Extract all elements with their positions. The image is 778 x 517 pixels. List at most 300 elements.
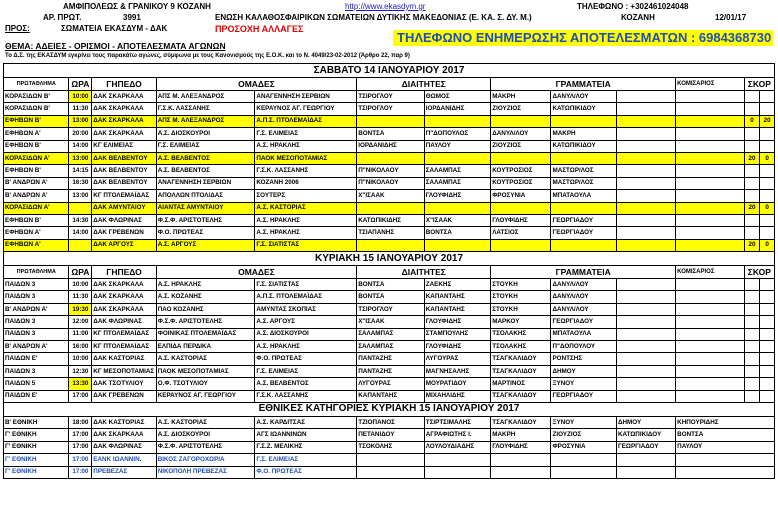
referee-2-cell bbox=[424, 202, 490, 214]
referee-1-cell: ΤΣΙΡΟΓΛΟΥ bbox=[357, 91, 425, 103]
court-cell: ΚΓ ΠΤΟΛΕΜΑΪΔΑΣ bbox=[92, 190, 156, 202]
official-2-cell: ΓΕΩΡΓΙΑΔΟΥ bbox=[551, 316, 616, 328]
match-row bbox=[4, 115, 775, 127]
commissioner-cell bbox=[676, 227, 745, 239]
official-3-cell bbox=[616, 152, 675, 164]
away-team-cell: ΚΕΡΑΥΝΟΣ ΑΓ. ΓΕΩΡΓΙΟΥ bbox=[255, 103, 357, 115]
document-date: 12/01/17 bbox=[715, 13, 747, 22]
official-1-cell bbox=[491, 152, 551, 164]
home-team-cell: Ο.Φ. ΤΣΟΤΥΛΙΟΥ bbox=[156, 378, 255, 390]
time-cell: 13:00 bbox=[69, 115, 92, 127]
official-3-cell bbox=[616, 202, 675, 214]
time-cell: 17:00 bbox=[69, 466, 92, 478]
official-2-cell: ΦΡΟΣΥΝΙΑ bbox=[551, 441, 616, 453]
match-row bbox=[4, 378, 775, 390]
home-team-cell: ΚΕΡΑΥΝΟΣ ΑΓ. ΓΕΩΡΓΙΟΥ bbox=[156, 390, 255, 402]
referee-1-cell: ΤΖΙΟΠΑΝΟΣ bbox=[357, 416, 425, 428]
score-away-cell bbox=[760, 353, 775, 365]
home-team-cell: Α.Σ. ΚΟΖΑΝΗΣ bbox=[156, 291, 255, 303]
championship-cell: ΕΦΗΒΩΝ Α' bbox=[4, 227, 69, 239]
away-team-cell: Α.Π.Σ. ΠΤΟΛΕΜΑΪΔΑΣ bbox=[255, 115, 357, 127]
official-3-cell bbox=[616, 365, 675, 377]
referee-1-cell bbox=[357, 152, 425, 164]
official-2-cell bbox=[551, 466, 616, 478]
referee-2-cell: ΛΥΓΟΥΡΑΣ bbox=[424, 353, 490, 365]
official-3-cell bbox=[616, 328, 675, 340]
away-team-cell: ΑΝΑΓΕΝΝΗΣΗ ΣΕΡΒΙΩΝ bbox=[255, 91, 357, 103]
home-team-cell: ΦΟΙΝΙΚΑΣ ΠΤΟΛΕΜΑΪΔΑΣ bbox=[156, 328, 255, 340]
col-table-officials: ΓΡΑΜΜΑΤΕΙΑ bbox=[491, 266, 676, 279]
championship-cell: Β' ΑΝΔΡΩΝ Α' bbox=[4, 303, 69, 315]
score-away-cell bbox=[760, 177, 775, 189]
match-row bbox=[4, 429, 775, 441]
home-team-cell: Γ.Σ. ΕΛΙΜΕΙΑΣ bbox=[156, 140, 255, 152]
score-away-cell bbox=[760, 128, 775, 140]
away-team-cell: Α.Σ. ΗΡΑΚΛΗΣ bbox=[255, 214, 357, 226]
score-home-cell bbox=[744, 177, 760, 189]
referee-2-cell: ΒΟΝΤΣΑ bbox=[424, 227, 490, 239]
official-1-cell: ΣΤΟΥΚΗ bbox=[491, 303, 551, 315]
referee-1-cell: ΚΑΤΩΠΙΚΙΔΗΣ bbox=[357, 214, 425, 226]
away-team-cell: ΑΓΣ ΙΩΑΝΝΙΝΩΝ bbox=[255, 429, 357, 441]
commissioner-cell bbox=[676, 239, 745, 251]
official-2-cell: ΓΕΩΡΓΙΑΔΟΥ bbox=[551, 390, 616, 402]
court-cell: ΔΑΚ ΚΑΣΤΟΡΙΑΣ bbox=[92, 353, 156, 365]
official-3-cell: ΔΗΜΟΥ bbox=[616, 416, 675, 428]
commissioner-cell bbox=[676, 177, 745, 189]
official-1-cell: ΖΙΟΥΖΙΟΣ bbox=[491, 140, 551, 152]
court-cell: ΔΑΚ ΣΚΑΡΚΑΛΑ bbox=[92, 115, 156, 127]
commissioner-cell bbox=[676, 190, 745, 202]
away-team-cell: Γ.Σ. ΕΛΙΜΕΙΑΣ bbox=[255, 365, 357, 377]
championship-cell: ΕΦΗΒΩΝ Β' bbox=[4, 214, 69, 226]
time-cell: 12:30 bbox=[69, 365, 92, 377]
match-row bbox=[4, 190, 775, 202]
official-2-cell bbox=[551, 239, 616, 251]
score-home-cell bbox=[744, 279, 760, 291]
official-2-cell bbox=[551, 202, 616, 214]
referee-2-cell: ΜΙΧΑΗΛΙΔΗΣ bbox=[424, 390, 490, 402]
official-2-cell: ΡΟΝΤΣΗΣ bbox=[551, 353, 616, 365]
document-page bbox=[3, 0, 775, 479]
score-away-cell bbox=[760, 214, 775, 226]
official-2-cell: ΚΑΤΩΠΙΚΙΔΟΥ bbox=[551, 103, 616, 115]
match-row bbox=[4, 303, 775, 315]
commissioner-cell bbox=[676, 91, 745, 103]
col-score: ΣΚΟΡ bbox=[744, 78, 774, 91]
time-cell: 19:30 bbox=[69, 303, 92, 315]
score-home-cell bbox=[744, 91, 760, 103]
away-team-cell: Γ.Σ. ΕΛΙΜΕΙΑΣ bbox=[255, 454, 357, 466]
official-3-cell bbox=[616, 291, 675, 303]
commissioner-cell bbox=[676, 316, 745, 328]
court-cell: ΚΓ ΜΕΣΟΠΟΤΑΜΙΑΣ bbox=[92, 365, 156, 377]
phone-number: ΤΗΛΕΦΩΝΟ : +302461024048 bbox=[577, 2, 689, 11]
score-home-cell bbox=[744, 353, 760, 365]
referee-1-cell bbox=[357, 454, 425, 466]
col-time: ΩΡΑ bbox=[69, 78, 92, 91]
official-1-cell: ΔΑΝΥΛ/ΛΟΥ bbox=[491, 128, 551, 140]
referee-1-cell: Χ"ΙΣΑΑΚ bbox=[357, 190, 425, 202]
match-row bbox=[4, 214, 775, 226]
score-home-cell bbox=[744, 341, 760, 353]
official-3-cell: ΓΕΩΡΓΙΑΔΟΥ bbox=[616, 441, 675, 453]
official-1-cell: ΤΣΟΛΑΚΗΣ bbox=[491, 341, 551, 353]
time-cell: 18:00 bbox=[69, 416, 92, 428]
referee-2-cell: Π"ΔΟΠΟΥΛΟΣ bbox=[424, 128, 490, 140]
championship-cell: ΕΦΗΒΩΝ Β' bbox=[4, 115, 69, 127]
official-3-cell bbox=[616, 140, 675, 152]
home-team-cell: Φ.Ο. ΠΡΩΤΕΑΣ bbox=[156, 227, 255, 239]
court-cell: ΚΓ ΕΛΙΜΕΙΑΣ bbox=[92, 140, 156, 152]
home-team-cell: Α.Σ. ΚΑΣΤΟΡΙΑΣ bbox=[156, 353, 255, 365]
score-away-cell bbox=[760, 91, 775, 103]
match-row bbox=[4, 316, 775, 328]
official-1-cell bbox=[491, 454, 551, 466]
score-away-cell: 0 bbox=[760, 202, 775, 214]
time-cell: 14:00 bbox=[69, 140, 92, 152]
time-cell: 14:00 bbox=[69, 227, 92, 239]
commissioner-cell bbox=[676, 279, 745, 291]
commissioner-cell bbox=[676, 390, 745, 402]
col-commissioner: ΚΟΜΙΣΑΡΙΟΣ bbox=[676, 266, 745, 279]
time-cell bbox=[69, 202, 92, 214]
commissioner-cell bbox=[676, 466, 775, 478]
official-3-cell bbox=[616, 454, 675, 466]
referee-1-cell: ΛΥΓΟΥΡΑΣ bbox=[357, 378, 425, 390]
away-team-cell: Α.Σ. ΚΑΣΤΟΡΙΑΣ bbox=[255, 202, 357, 214]
union-name: ΕΝΩΣΗ ΚΑΛΑΘΟΣΦΑΙΡΙΚΩΝ ΣΩΜΑΤΕΙΩΝ ΔΥΤΙΚΗΣ ΜΑΚΕΔΟΝΙΑΣ (Ε. ΚΑ. Σ. ΔΥ. Μ.) bbox=[215, 13, 532, 22]
match-row bbox=[4, 152, 775, 164]
match-row bbox=[4, 291, 775, 303]
official-3-cell bbox=[616, 239, 675, 251]
official-1-cell: ΤΣΑΓΚΑΛΙΔΟΥ bbox=[491, 365, 551, 377]
championship-cell: ΚΟΡΑΣΙΔΩΝ Β' bbox=[4, 91, 69, 103]
official-2-cell bbox=[551, 152, 616, 164]
referee-2-cell: ΑΓΡΑΦΙΩΤΗΣ Ι. bbox=[424, 429, 490, 441]
away-team-cell: Φ.Ο. ΠΡΩΤΕΑΣ bbox=[255, 353, 357, 365]
score-away-cell bbox=[760, 140, 775, 152]
official-3-cell bbox=[616, 303, 675, 315]
time-cell: 14:15 bbox=[69, 165, 92, 177]
referee-1-cell: ΣΑΛΑΜΠΑΣ bbox=[357, 328, 425, 340]
official-2-cell bbox=[551, 454, 616, 466]
commissioner-cell bbox=[676, 378, 745, 390]
referee-2-cell: ΠΑΥΛΟΥ bbox=[424, 140, 490, 152]
official-2-cell: ΜΠΑΤΑΟΥΛΑ bbox=[551, 328, 616, 340]
column-headers bbox=[4, 78, 775, 91]
championship-cell: Γ' ΕΘΝΙΚΗ bbox=[4, 454, 69, 466]
court-cell: ΔΑΚ ΑΡΓΟΥΣ bbox=[92, 239, 156, 251]
referee-1-cell bbox=[357, 239, 425, 251]
official-2-cell: ΜΑΣΤΩΡ/ΛΟΣ bbox=[551, 177, 616, 189]
score-away-cell: 0 bbox=[760, 239, 775, 251]
website-link[interactable]: http://www.ekasdym.gr bbox=[345, 2, 426, 11]
away-team-cell: ΠΑΟΚ ΜΕΣΟΠΟΤΑΜΙΑΣ bbox=[255, 152, 357, 164]
court-cell: ΔΑΚ ΑΜΥΝΤΑΙΟΥ bbox=[92, 202, 156, 214]
referee-2-cell: ΘΩΜΟΣ bbox=[424, 91, 490, 103]
home-team-cell: Φ.Σ.Φ. ΑΡΙΣΤΟΤΕΛΗΣ bbox=[156, 214, 255, 226]
to-value: ΣΩΜΑΤΕΙΑ ΕΚΑΣΔΥΜ - ΔΑΚ bbox=[61, 24, 168, 33]
official-1-cell: ΜΑΡΚΟΥ bbox=[491, 316, 551, 328]
score-away-cell bbox=[760, 390, 775, 402]
match-row bbox=[4, 140, 775, 152]
official-1-cell: ΜΑΚΡΗ bbox=[491, 429, 551, 441]
home-team-cell: Α.Σ. ΔΙΟΣΚΟΥΡΟΙ bbox=[156, 429, 255, 441]
match-row bbox=[4, 227, 775, 239]
away-team-cell: Α.Σ. ΑΡΓΟΥΣ bbox=[255, 316, 357, 328]
away-team-cell: Γ.Σ.Ζ. ΜΕΛΙΚΗΣ bbox=[255, 441, 357, 453]
city: ΚΟΖΑΝΗ bbox=[621, 13, 655, 22]
home-team-cell: Α.Σ. ΒΕΛΒΕΝΤΟΣ bbox=[156, 152, 255, 164]
court-cell: ΔΑΚ ΣΚΑΡΚΑΛΑ bbox=[92, 279, 156, 291]
time-cell: 14:30 bbox=[69, 214, 92, 226]
official-2-cell: ΓΕΩΡΓΙΑΔΟΥ bbox=[551, 227, 616, 239]
home-team-cell: ΑΠΟΛΛΩΝ ΠΤΟΛ/ΔΑΣ bbox=[156, 190, 255, 202]
score-home-cell bbox=[744, 365, 760, 377]
commissioner-cell bbox=[676, 365, 745, 377]
score-away-cell bbox=[760, 291, 775, 303]
home-team-cell: Α.Σ. ΒΕΛΒΕΝΤΟΣ bbox=[156, 165, 255, 177]
match-row bbox=[4, 91, 775, 103]
commissioner-cell bbox=[676, 115, 745, 127]
official-2-cell bbox=[551, 115, 616, 127]
official-1-cell: ΜΑΡΤΙΝΟΣ bbox=[491, 378, 551, 390]
time-cell: 16:00 bbox=[69, 341, 92, 353]
referee-1-cell bbox=[357, 115, 425, 127]
col-teams: ΟΜΑΔΕΣ bbox=[156, 78, 357, 91]
court-cell: ΔΑΚ ΚΑΣΤΟΡΙΑΣ bbox=[92, 416, 156, 428]
time-cell: 13:30 bbox=[69, 378, 92, 390]
referee-1-cell: ΤΣΙΡΟΓΛΟΥ bbox=[357, 303, 425, 315]
official-1-cell bbox=[491, 466, 551, 478]
score-home-cell bbox=[744, 303, 760, 315]
official-3-cell bbox=[616, 115, 675, 127]
home-team-cell: Φ.Σ.Φ. ΑΡΙΣΤΟΤΕΛΗΣ bbox=[156, 316, 255, 328]
home-team-cell: ΑΠΣ Μ. ΑΛΕΞΑΝΔΡΟΣ bbox=[156, 115, 255, 127]
championship-cell: Β' ΕΘΝΙΚΗ bbox=[4, 416, 69, 428]
official-3-cell bbox=[616, 390, 675, 402]
score-away-cell bbox=[760, 165, 775, 177]
commissioner-cell bbox=[676, 454, 775, 466]
referee-1-cell: ΚΑΠΑΝΤΑΗΣ bbox=[357, 390, 425, 402]
score-home-cell bbox=[744, 140, 760, 152]
time-cell: 17:00 bbox=[69, 429, 92, 441]
referee-2-cell bbox=[424, 466, 490, 478]
official-1-cell: ΜΑΚΡΗ bbox=[491, 91, 551, 103]
time-cell: 11:00 bbox=[69, 328, 92, 340]
home-team-cell: Α.Σ. ΔΙΟΣΚΟΥΡΟΙ bbox=[156, 128, 255, 140]
court-cell: ΠΡΕΒΕΖΑΣ bbox=[92, 466, 156, 478]
official-3-cell bbox=[616, 378, 675, 390]
official-3-cell bbox=[616, 177, 675, 189]
commissioner-cell bbox=[676, 152, 745, 164]
col-commissioner: ΚΟΜΙΣΑΡΙΟΣ bbox=[676, 78, 745, 91]
away-team-cell: Γ.Σ. ΣΙΑΤΙΣΤΑΣ bbox=[255, 239, 357, 251]
col-time: ΩΡΑ bbox=[69, 266, 92, 279]
court-cell: ΔΑΚ ΣΚΑΡΚΑΛΑ bbox=[92, 103, 156, 115]
col-table-officials: ΓΡΑΜΜΑΤΕΙΑ bbox=[491, 78, 676, 91]
match-row bbox=[4, 202, 775, 214]
commissioner-cell bbox=[676, 303, 745, 315]
attention-notice: ΠΡΟΣΟΧΗ ΑΛΛΑΓΕΣ bbox=[215, 24, 304, 34]
official-3-cell bbox=[616, 316, 675, 328]
home-team-cell: ΒΙΚΟΣ ΖΑΓΟΡΟΧΩΡΙΑ bbox=[156, 454, 255, 466]
official-2-cell: ΔΗΜΟΥ bbox=[551, 365, 616, 377]
time-cell: 11:30 bbox=[69, 103, 92, 115]
score-away-cell bbox=[760, 378, 775, 390]
score-away-cell bbox=[760, 341, 775, 353]
court-cell: ΚΓ ΠΤΟΛΕΜΑΪΔΑΣ bbox=[92, 341, 156, 353]
time-cell: 10:00 bbox=[69, 353, 92, 365]
official-2-cell: ΔΑΝΥΛ/ΛΟΥ bbox=[551, 303, 616, 315]
approval-text: Το Δ.Σ. της ΕΚΑΣΔΥΜ εγκρίνει τους παρακάτω αγώνες, σύμφωνα με τους Κανονισμούς της Ε.Ο.Κ. και το Ν. 4049/23-02-2012 (Άρθρο 22, παρ 9) bbox=[5, 53, 410, 59]
official-2-cell: ΓΕΩΡΓΙΑΔΟΥ bbox=[551, 214, 616, 226]
referee-1-cell: ΤΣΙΑΠΑΝΗΣ bbox=[357, 227, 425, 239]
official-1-cell bbox=[491, 239, 551, 251]
championship-cell: ΚΟΡΑΣΙΔΩΝ Α' bbox=[4, 152, 69, 164]
referee-1-cell: ΠΕΤΑΝΙΔΟΥ bbox=[357, 429, 425, 441]
court-cell: ΔΑΚ ΦΛΩΡΙΝΑΣ bbox=[92, 214, 156, 226]
score-home-cell bbox=[744, 128, 760, 140]
time-cell: 10:00 bbox=[69, 91, 92, 103]
time-cell: 12:00 bbox=[69, 316, 92, 328]
championship-cell: ΕΦΗΒΩΝ Α' bbox=[4, 128, 69, 140]
official-1-cell: ΓΛΟΥΦΙΔΗΣ bbox=[491, 214, 551, 226]
results-phone-banner: ΤΗΛΕΦΩΝΟ ΕΝΗΜΕΡΩΣΗΣ ΑΠΟΤΕΛΕΣΜΑΤΩΝ : 6984368730 bbox=[393, 30, 773, 46]
referee-2-cell: ΓΛΟΥΦΙΔΗΣ bbox=[424, 190, 490, 202]
official-3-cell bbox=[616, 341, 675, 353]
official-1-cell: ΤΣΑΓΚΑΛΙΔΟΥ bbox=[491, 416, 551, 428]
referee-1-cell bbox=[357, 202, 425, 214]
time-cell: 17:00 bbox=[69, 441, 92, 453]
referee-1-cell: ΒΟΝΤΣΑ bbox=[357, 291, 425, 303]
time-cell: 13:00 bbox=[69, 190, 92, 202]
home-team-cell: Α.Σ. ΚΑΣΤΟΡΙΑΣ bbox=[156, 416, 255, 428]
referee-1-cell: ΙΟΡΔΑΝΙΔΗΣ bbox=[357, 140, 425, 152]
home-team-cell: ΕΛΠΙΔΑ ΠΕΡΔΙΚΑ bbox=[156, 341, 255, 353]
referee-1-cell: ΒΟΝΤΣΑ bbox=[357, 279, 425, 291]
referee-2-cell: ΙΟΡΔΑΝΙΔΗΣ bbox=[424, 103, 490, 115]
away-team-cell: ΑΜΥΝΤΑΣ ΣΚΟΠΙΑΣ bbox=[255, 303, 357, 315]
court-cell: ΔΑΚ ΒΕΛΒΕΝΤΟΥ bbox=[92, 152, 156, 164]
col-court: ΓΗΠΕΔΟ bbox=[92, 266, 156, 279]
court-cell: ΔΑΚ ΤΣΟΤΥΛΙΟΥ bbox=[92, 378, 156, 390]
time-cell: 13:00 bbox=[69, 152, 92, 164]
home-team-cell: Α.Σ. ΑΡΓΟΥΣ bbox=[156, 239, 255, 251]
court-cell: ΔΑΚ ΣΚΑΡΚΑΛΑ bbox=[92, 303, 156, 315]
match-row bbox=[4, 365, 775, 377]
match-row bbox=[4, 466, 775, 478]
court-cell: ΔΑΚ ΦΛΩΡΙΝΑΣ bbox=[92, 316, 156, 328]
score-away-cell bbox=[760, 279, 775, 291]
commissioner-cell bbox=[676, 291, 745, 303]
championship-cell: ΠΑΙΔΩΝ Ε' bbox=[4, 390, 69, 402]
away-team-cell: Φ.Ο. ΠΡΩΤΕΑΣ bbox=[255, 466, 357, 478]
official-3-cell: ΚΑΤΩΠΙΚΙΔΟΥ bbox=[616, 429, 675, 441]
column-headers bbox=[4, 266, 775, 279]
referee-1-cell: ΠΑΝΤΑΖΗΣ bbox=[357, 365, 425, 377]
home-team-cell: ΠΑΟ ΚΟΖΑΝΗΣ bbox=[156, 303, 255, 315]
commissioner-cell: ΒΟΝΤΣΑ bbox=[676, 429, 775, 441]
championship-cell: Γ' ΕΘΝΙΚΗ bbox=[4, 441, 69, 453]
to-label: ΠΡΟΣ: bbox=[5, 24, 30, 33]
championship-cell: Β' ΑΝΔΡΩΝ Α' bbox=[4, 341, 69, 353]
away-team-cell: Γ.Σ. ΕΛΙΜΕΙΑΣ bbox=[255, 128, 357, 140]
score-home-cell bbox=[744, 378, 760, 390]
letterhead bbox=[3, 0, 775, 63]
col-championship: ΠΡΩΤΑΘΛΗΜΑ bbox=[4, 78, 69, 91]
official-3-cell bbox=[616, 103, 675, 115]
away-team-cell: Α.Σ. ΒΕΛΒΕΝΤΟΣ bbox=[255, 378, 357, 390]
commissioner-cell bbox=[676, 140, 745, 152]
championship-cell: Γ' ΕΘΝΙΚΗ bbox=[4, 466, 69, 478]
score-home-cell bbox=[744, 214, 760, 226]
national-title: ΕΘΝΙΚΕΣ ΚΑΤΗΓΟΡΙΕΣ ΚΥΡΙΑΚΗ 15 ΙΑΝΟΥΑΡΙΟΥ 2017 bbox=[4, 402, 775, 416]
match-row bbox=[4, 128, 775, 140]
championship-cell: Γ' ΕΘΝΙΚΗ bbox=[4, 429, 69, 441]
official-2-cell: ΜΑΚΡΗ bbox=[551, 128, 616, 140]
official-1-cell: ΓΛΟΥΦΙΔΗΣ bbox=[491, 441, 551, 453]
time-cell: 20:00 bbox=[69, 128, 92, 140]
referee-2-cell bbox=[424, 152, 490, 164]
schedule-table bbox=[3, 63, 775, 479]
commissioner-cell: ΚΗΠΟΥΡΙΔΗΣ bbox=[676, 416, 775, 428]
court-cell: ΔΑΚ ΒΕΛΒΕΝΤΟΥ bbox=[92, 165, 156, 177]
time-cell: 10:00 bbox=[69, 279, 92, 291]
col-championship: ΠΡΩΤΑΘΛΗΜΑ bbox=[4, 266, 69, 279]
score-home-cell: 20 bbox=[744, 239, 760, 251]
subject-line: ΘΕΜΑ: ΑΔΕΙΕΣ - ΟΡΙΣΜΟΙ - ΑΠΟΤΕΛΕΣΜΑΤΑ ΑΓΩΝΩΝ bbox=[5, 41, 226, 51]
away-team-cell: Α.Σ. ΗΡΑΚΛΗΣ bbox=[255, 341, 357, 353]
referee-1-cell: Π"ΝΙΚΟΛΑΟΥ bbox=[357, 177, 425, 189]
official-1-cell bbox=[491, 115, 551, 127]
match-row bbox=[4, 416, 775, 428]
court-cell: ΔΑΚ ΣΚΑΡΚΑΛΑ bbox=[92, 128, 156, 140]
official-3-cell bbox=[616, 165, 675, 177]
time-cell: 17:00 bbox=[69, 454, 92, 466]
referee-2-cell: ΜΟΥΡΑΤΙΔΟΥ bbox=[424, 378, 490, 390]
away-team-cell: ΣΟΥΤΕΡΣ bbox=[255, 190, 357, 202]
official-1-cell: ΤΣΟΛΑΚΗΣ bbox=[491, 328, 551, 340]
match-row bbox=[4, 390, 775, 402]
time-cell: 11:30 bbox=[69, 291, 92, 303]
official-1-cell: ΚΟΥΤΡΟΣΙΟΣ bbox=[491, 177, 551, 189]
score-home-cell bbox=[744, 165, 760, 177]
official-2-cell: ΞΥΝΟΥ bbox=[551, 378, 616, 390]
score-home-cell bbox=[744, 190, 760, 202]
official-2-cell: ΔΑΝΥΛ/ΛΟΥ bbox=[551, 91, 616, 103]
away-team-cell: Γ.Σ. ΣΙΑΤΙΣΤΑΣ bbox=[255, 279, 357, 291]
score-away-cell: 20 bbox=[760, 115, 775, 127]
score-home-cell bbox=[744, 328, 760, 340]
official-2-cell: ΜΑΣΤΩΡ/ΛΟΣ bbox=[551, 165, 616, 177]
referee-2-cell: ΛΟΥΛΟΥΔΙΑΔΗΣ bbox=[424, 441, 490, 453]
official-1-cell: ΣΤΟΥΚΗ bbox=[491, 279, 551, 291]
referee-1-cell: Π"ΝΙΚΟΛΑΟΥ bbox=[357, 165, 425, 177]
referee-2-cell: ΣΑΛΑΜΠΑΣ bbox=[424, 165, 490, 177]
score-away-cell bbox=[760, 303, 775, 315]
score-away-cell bbox=[760, 316, 775, 328]
referee-1-cell bbox=[357, 466, 425, 478]
match-row bbox=[4, 353, 775, 365]
official-2-cell: ΖΙΟΥΖΙΟΣ bbox=[551, 429, 616, 441]
referee-1-cell: ΒΟΝΤΣΑ bbox=[357, 128, 425, 140]
referee-2-cell: Χ"ΙΣΑΑΚ bbox=[424, 214, 490, 226]
org-address: ΑΜΦΙΠΟΛΕΩΣ & ΓΡΑΝΙΚΟΥ 9 ΚΟΖΑΝΗ bbox=[63, 2, 211, 11]
championship-cell: ΠΑΙΔΩΝ 3 bbox=[4, 365, 69, 377]
official-3-cell bbox=[616, 353, 675, 365]
